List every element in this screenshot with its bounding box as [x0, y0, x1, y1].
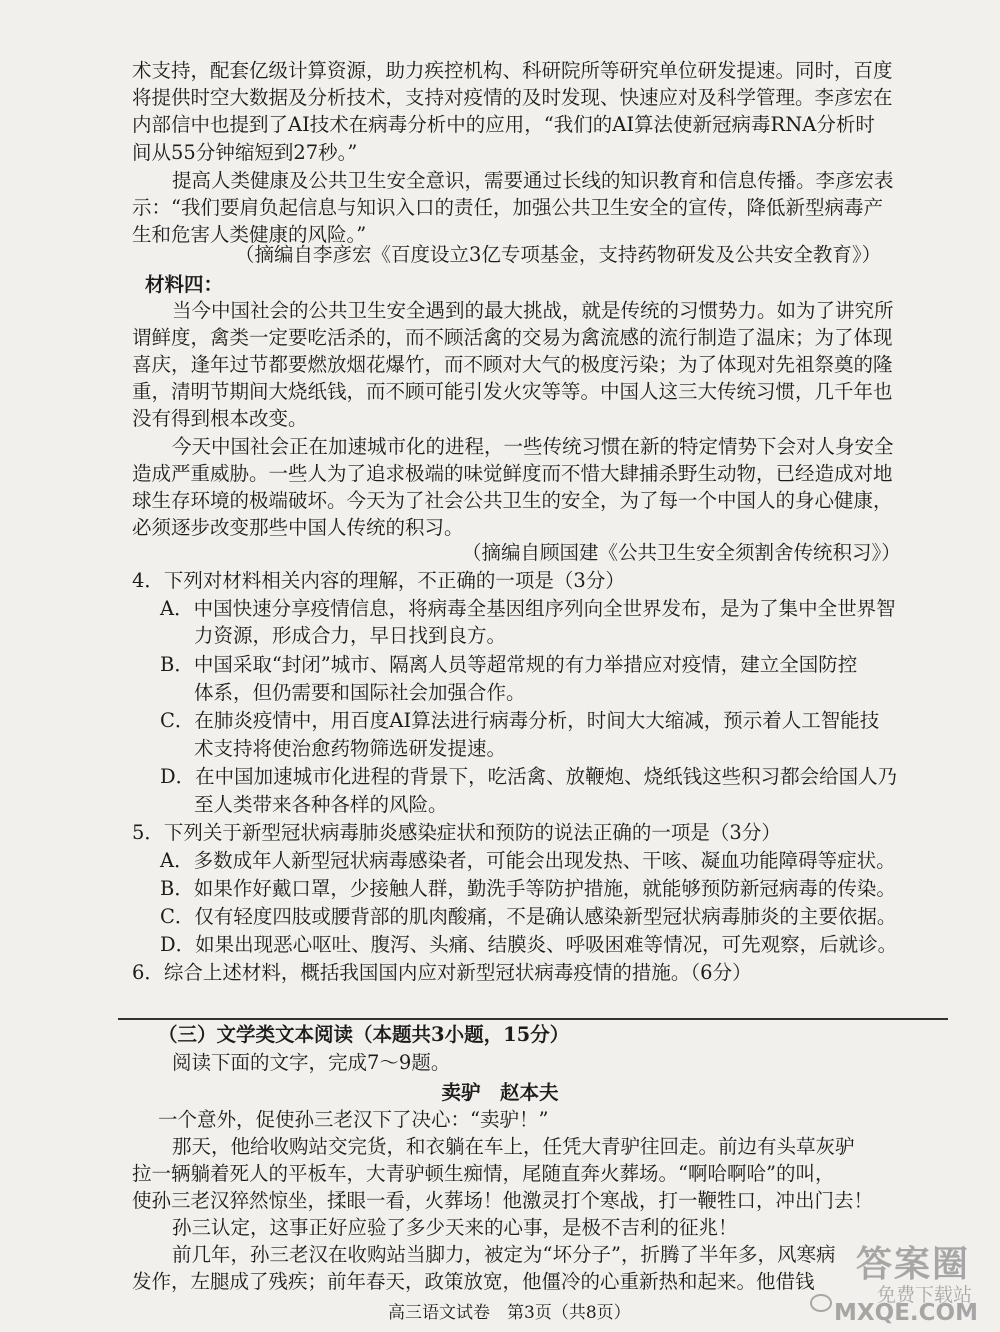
watermark-subtitle: 免费下载站 [876, 1284, 972, 1306]
source-citation: （摘编自李彦宏《百度设立3亿专项基金，支持药物研发及公共安全教育》） [235, 243, 882, 266]
text-line: 发作，左腿成了残疾；前年春天，政策放宽，他僵冷的心重新热和起来。他借钱 [132, 1270, 815, 1293]
site-watermark [788, 1236, 978, 1328]
text-line: 重，清明节期间大烧纸钱，而不顾可能引发火灾等等。中国人这三大传统习惯，几千年也 [132, 380, 893, 403]
text-line: 谓鲜度，禽类一定要吃活杀的，而不顾活禽的交易为禽流感的流行制造了温床；为了体现 [132, 326, 893, 349]
text-line: 术支持，配套亿级计算资源，助力疾控机构、科研院所等研究单位研发提速。同时，百度 [132, 59, 893, 82]
text-line: 内部信中也提到了AI技术在病毒分析中的应用，“我们的AI算法使新冠病毒RNA分析时 [132, 113, 875, 136]
question-stem: 6．综合上述材料，概括我国国内应对新型冠状病毒疫情的措施。（6分） [132, 961, 752, 984]
text-line: 必须逐步改变那些中国人传统的积习。 [132, 516, 464, 539]
source-citation: （摘编自顾国建《公共卫生安全须割舍传统积习》） [462, 541, 901, 564]
text-line: 那天，他给收购站交完货，和衣躺在车上，任凭大青驴往回走。前边有头草灰驴 [172, 1135, 855, 1158]
text-line: 将提供时空大数据及分析技术，支持对疫情的及时发现、快速应对及科学管理。李彦宏在 [132, 86, 893, 109]
text-line: 阅读下面的文字，完成7～9题。 [172, 1051, 451, 1074]
question-option: 术支持将使治愈药物筛选研发提速。 [194, 737, 507, 760]
question-stem: 4．下列对材料相关内容的理解，不正确的一项是（3分） [132, 569, 625, 592]
text-line: 间从55分钟缩短到27秒。” [132, 141, 358, 164]
question-option: A．多数成年人新型冠状病毒感染者，可能会出现发热、干咳、凝血功能障碍等症状。 [160, 849, 896, 872]
text-line: 生和危害人类健康的风险。” [132, 223, 367, 246]
text-line: 前几年，孙三老汉在收购站当脚力，被定为“坏分子”，折腾了半年多，风寒病 [172, 1243, 836, 1266]
question-option: C．仅有轻度四肢或腰背部的肌肉酸痛，不是确认感染新型冠状病毒肺炎的主要依据。 [160, 905, 897, 928]
question-option: D．如果出现恶心呕吐、腹泻、头痛、结膜炎、呼吸困难等情况，可先观察，后就诊。 [160, 933, 898, 956]
text-line: 没有得到根本改变。 [132, 407, 308, 430]
question-option: D．在中国加速城市化进程的背景下，吃活禽、放鞭炮、烧纸钱这些积习都会给国人乃 [160, 765, 898, 788]
section-heading: 材料四： [145, 273, 224, 296]
text-line: 示：“我们要肩负起信息与知识入口的责任，加强公共卫生安全的宣传，降低新型病毒产 [132, 196, 883, 219]
question-option: 力资源，形成合力，早日找到良方。 [194, 624, 507, 647]
text-line: 拉一辆躺着死人的平板车，大青驴顿生痴情，尾随直奔火葬场。“啊哈啊哈”的叫， [132, 1162, 835, 1185]
wechat-icon [810, 1294, 832, 1312]
question-option: 体系，但仍需要和国际社会加强合作。 [194, 681, 526, 704]
text-line: 孙三认定，这事正好应验了多少天来的心事，是极不吉利的征兆！ [172, 1216, 738, 1239]
watermark-url: MXQE.COM [834, 1300, 978, 1326]
section-divider [118, 1018, 948, 1020]
text-line: 今天中国社会正在加速城市化的进程，一些传统习惯在新的特定情势下会对人身安全 [172, 435, 894, 458]
question-option: 至人类带来各种各样的风险。 [194, 793, 448, 816]
article-title: 卖驴 赵本夫 [441, 1081, 559, 1104]
question-option: B．如果作好戴口罩，少接触人群，勤洗手等防护措施，就能够预防新冠病毒的传染。 [160, 877, 896, 900]
question-option: B．中国采取“封闭”城市、隔离人员等超常规的有力举措应对疫情，建立全国防控 [160, 653, 858, 676]
text-line: 一个意外，促使孙三老汉下了决心：“卖驴！” [158, 1108, 549, 1131]
question-option: C．在肺炎疫情中，用百度AI算法进行病毒分析，时间大大缩减，预示着人工智能技 [160, 709, 880, 732]
text-line: 当今中国社会的公共卫生安全遇到的最大挑战，就是传统的习惯势力。如为了讲究所 [172, 299, 894, 322]
section-heading: （三）文学类文本阅读（本题共3小题，15分） [158, 1023, 570, 1046]
page-footer: 高三语文试卷 第3页（共8页） [388, 1303, 631, 1323]
text-line: 球生存环境的极端破坏。今天为了社会公共卫生的安全，为了每一个中国人的身心健康， [132, 489, 893, 512]
text-line: 提高人类健康及公共卫生安全意识，需要通过长线的知识教育和信息传播。李彦宏表 [172, 169, 894, 192]
text-line: 使孙三老汉猝然惊坐，揉眼一看，火葬场！他激灵打个寒战，打一鞭牲口，冲出门去！ [132, 1189, 874, 1212]
question-stem: 5．下列关于新型冠状病毒肺炎感染症状和预防的说法正确的一项是（3分） [132, 821, 781, 844]
question-option: A．中国快速分享疫情信息，将病毒全基因组序列向全世界发布，是为了集中全世界智 [160, 597, 896, 620]
text-line: 造成严重威胁。一些人为了追求极端的味觉鲜度而不惜大肆捕杀野生动物，已经造成对地 [132, 462, 893, 485]
watermark-logo-text: 答案圈 [855, 1243, 970, 1285]
text-line: 喜庆，逢年过节都要燃放烟花爆竹，而不顾对大气的极度污染；为了体现对先祖祭奠的隆 [132, 353, 893, 376]
